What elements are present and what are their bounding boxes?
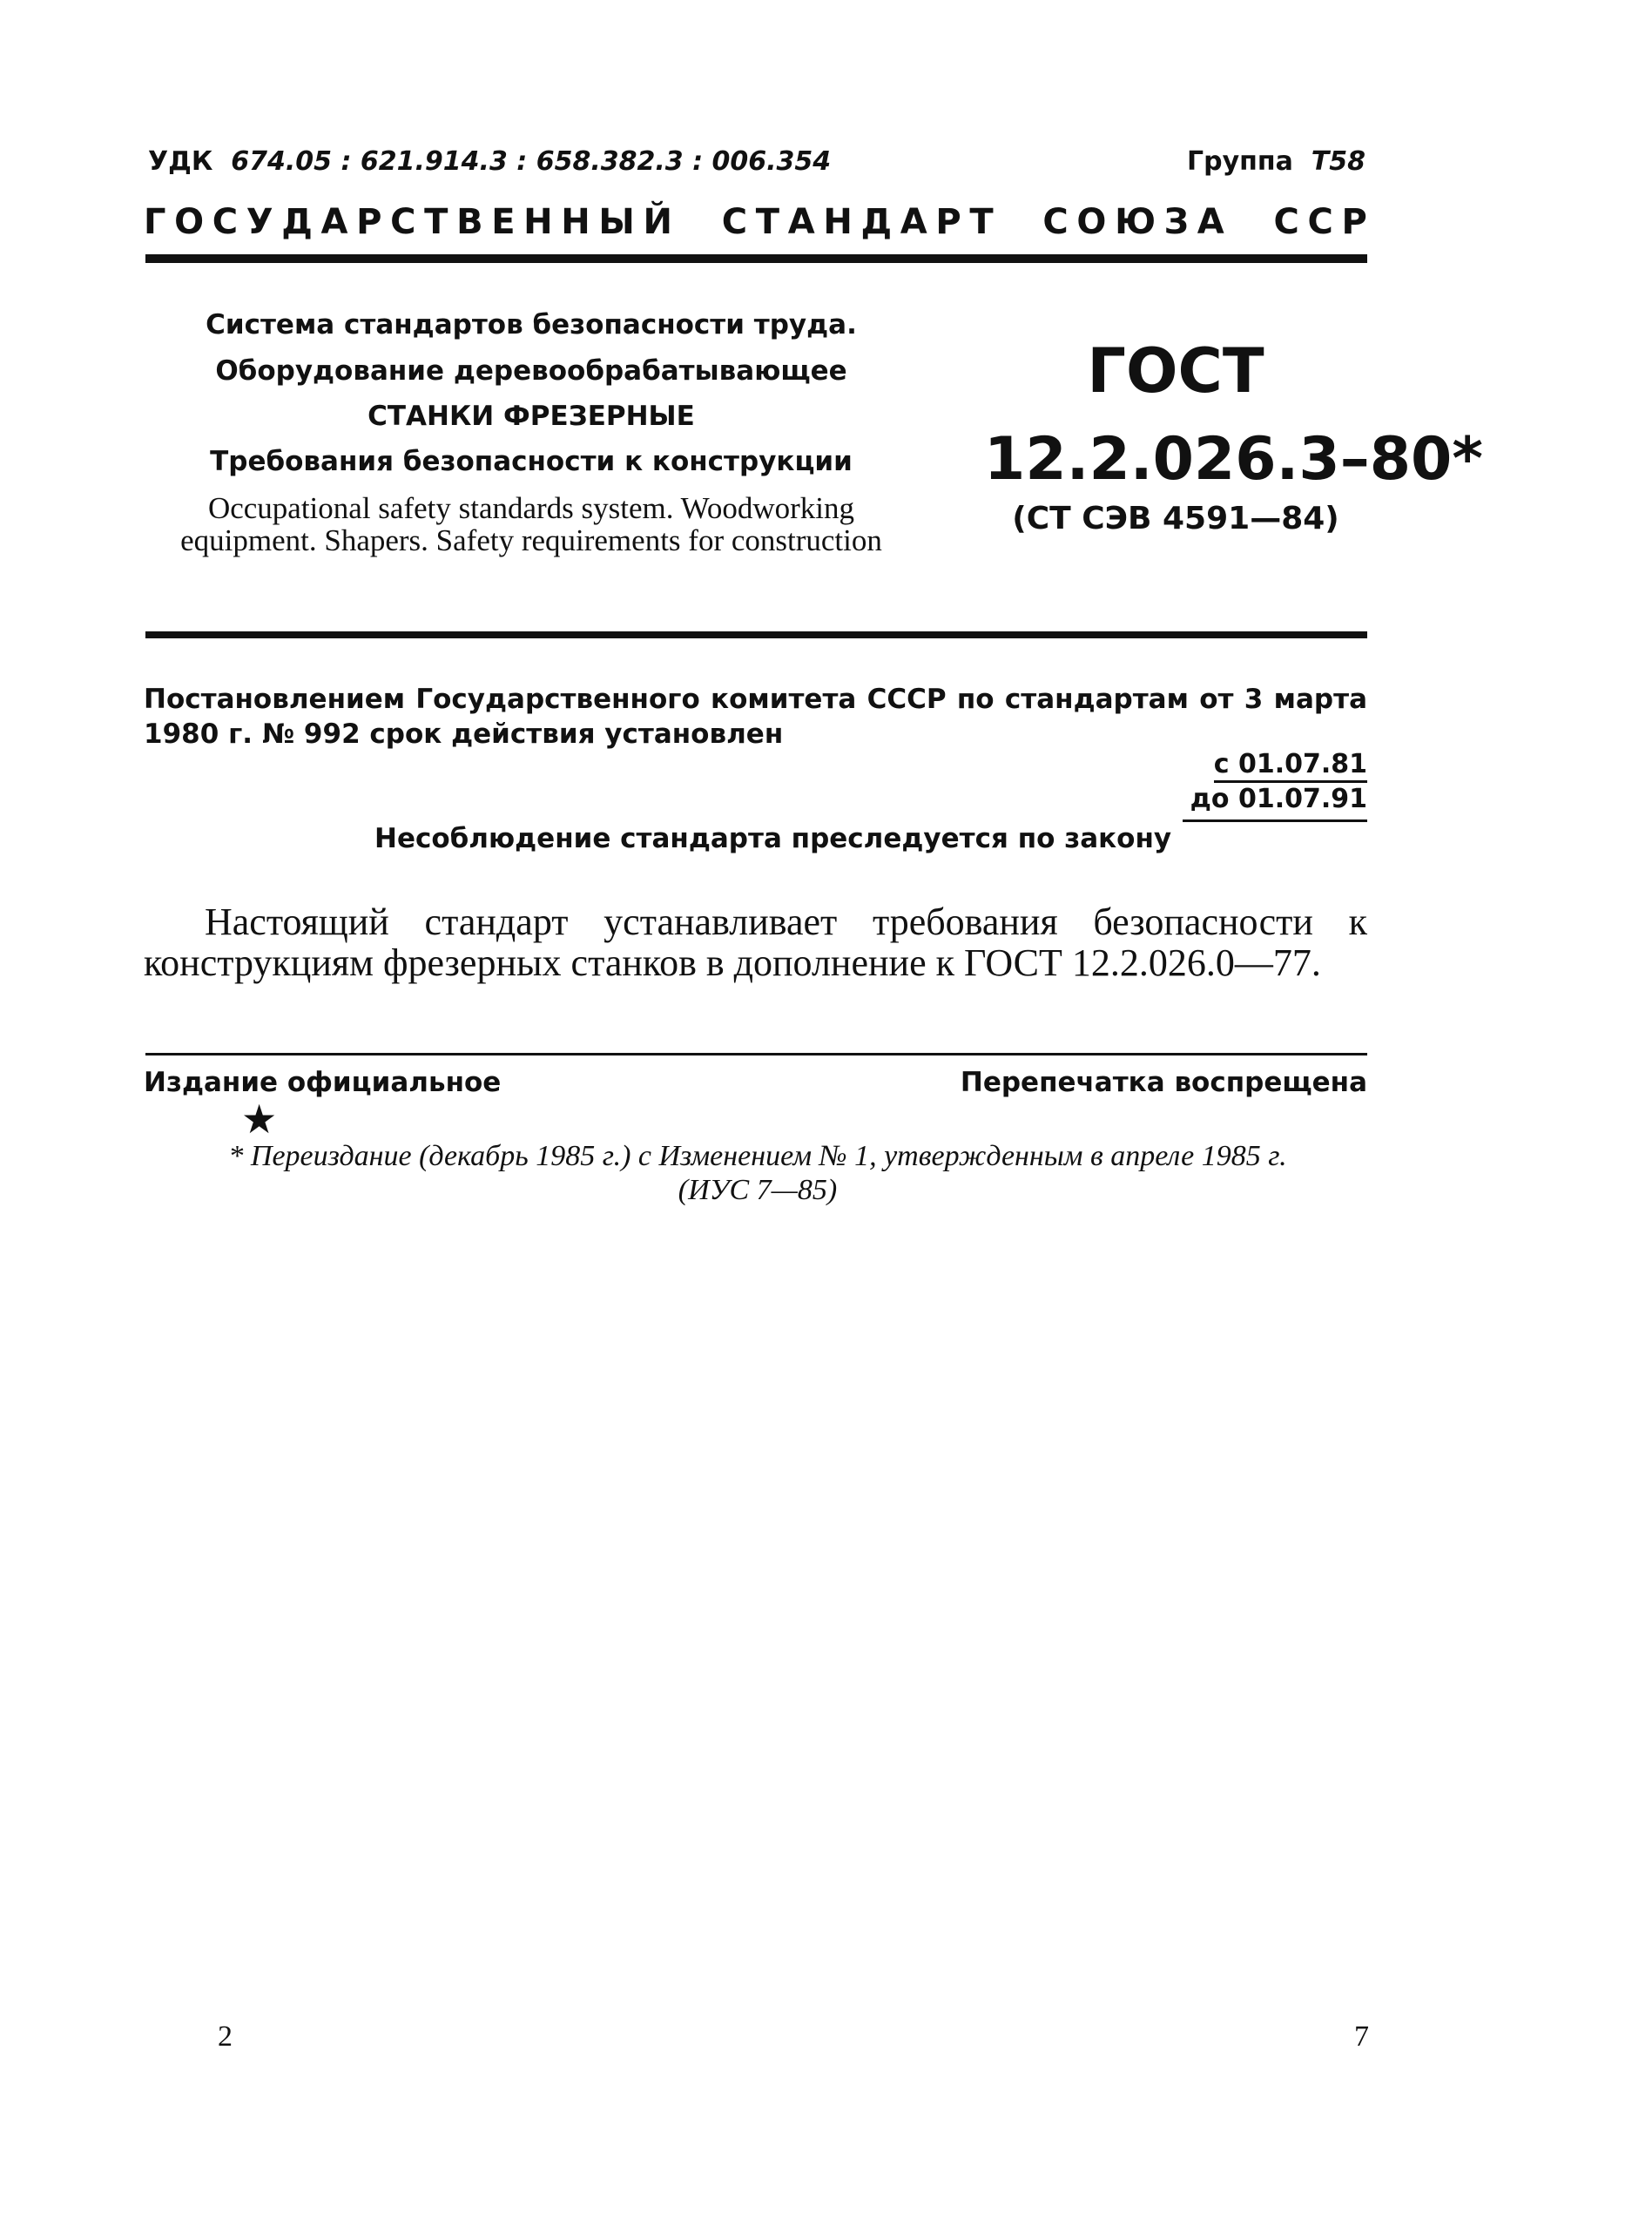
group-code: Т58 xyxy=(1311,146,1365,177)
udk-line xyxy=(148,146,831,177)
heading-letter: В xyxy=(456,202,483,242)
heading-letter: А xyxy=(320,202,348,242)
heading-letter: С xyxy=(390,202,416,242)
heading-space xyxy=(1022,202,1035,242)
heading-letter: Н xyxy=(523,202,553,242)
heading-letter: Е xyxy=(491,202,516,242)
valid-from xyxy=(1214,749,1367,779)
state-standard-heading xyxy=(144,202,1367,242)
heading-letter: С xyxy=(721,202,748,242)
decree-text: Постановлением Государственного комитета СССР по стандартам от 3 марта 1980 г. № 992 срок действия установлен xyxy=(144,684,1367,750)
heading-letter: Т xyxy=(755,202,780,242)
heading-letter: Т xyxy=(969,202,994,242)
heading-letter: А xyxy=(787,202,815,242)
sev-number: (СТ СЭВ 4591—84) xyxy=(1012,501,1339,536)
heading-letter: Ю xyxy=(1115,202,1156,242)
header-rule xyxy=(145,254,1367,263)
udk-label: УДК xyxy=(148,146,213,177)
page-number-left: 2 xyxy=(218,2020,233,2053)
group-label: Группа xyxy=(1187,146,1293,177)
heading-letter: С xyxy=(1273,202,1299,242)
title-line-1: Система стандартов безопасности труда. xyxy=(206,309,857,341)
heading-letter: С xyxy=(212,202,239,242)
heading-letter: О xyxy=(1076,202,1107,242)
law-notice: Несоблюдение стандарта преследуется по закону xyxy=(374,823,1172,854)
heading-space xyxy=(1253,202,1265,242)
heading-letter: У xyxy=(246,202,273,242)
valid-from-date: с 01.07.81 xyxy=(1214,749,1367,783)
heading-letter: Р xyxy=(356,202,382,242)
heading-letter: С xyxy=(1042,202,1069,242)
heading-space xyxy=(701,202,713,242)
title-english: Occupational safety standards system. Woodworking equipment. Shapers. Safety requirements for construction xyxy=(180,491,882,557)
valid-to-underline xyxy=(1183,819,1367,822)
reissue-note: * Переиздание (декабрь 1985 г.) с Изменением № 1, утвержденным в апреле 1985 г. (ИУС 7—85) xyxy=(228,1140,1287,1206)
reprint-label: Перепечатка воспрещена xyxy=(960,1067,1367,1098)
title-rule xyxy=(145,631,1367,638)
heading-letter: Р xyxy=(935,202,961,242)
gost-number: 12.2.026.3–80* xyxy=(984,425,1483,494)
heading-letter: Д xyxy=(860,202,893,242)
page-number-right: 7 xyxy=(1354,2020,1369,2053)
group-line xyxy=(1187,146,1365,177)
heading-letter: С xyxy=(1307,202,1333,242)
gost-label: ГОСТ xyxy=(1087,335,1264,407)
valid-to-date: до 01.07.91 xyxy=(1190,784,1367,814)
heading-letter: З xyxy=(1163,202,1190,242)
title-line-3: СТАНКИ ФРЕЗЕРНЫЕ xyxy=(367,401,695,432)
heading-space xyxy=(1232,202,1244,242)
heading-letter: Г xyxy=(144,202,166,242)
heading-letter: А xyxy=(1197,202,1224,242)
heading-letter: Д xyxy=(281,202,313,242)
heading-letter: О xyxy=(174,202,205,242)
heading-letter: Т xyxy=(424,202,448,242)
heading-space xyxy=(681,202,693,242)
valid-to xyxy=(1190,784,1367,814)
title-line-4: Требования безопасности к конструкции xyxy=(210,446,853,477)
udk-codes: 674.05 : 621.914.3 : 658.382.3 : 006.354 xyxy=(231,146,832,177)
heading-letter: Н xyxy=(561,202,590,242)
heading-letter: А xyxy=(900,202,927,242)
heading-letter: Й xyxy=(643,202,672,242)
star-icon: ★ xyxy=(241,1096,278,1143)
heading-letter: Н xyxy=(823,202,853,242)
heading-letter: Ы xyxy=(598,202,635,242)
heading-space xyxy=(1001,202,1014,242)
body-paragraph: Настоящий стандарт устанавливает требования безопасности к конструкциям фрезерных станков в дополнение к ГОСТ 12.2.026.0—77. xyxy=(144,900,1367,984)
title-line-2: Оборудование деревообрабатывающее xyxy=(215,355,847,387)
footer-rule xyxy=(145,1053,1367,1055)
heading-letter: Р xyxy=(1341,202,1367,242)
edition-label: Издание официальное xyxy=(144,1067,502,1098)
